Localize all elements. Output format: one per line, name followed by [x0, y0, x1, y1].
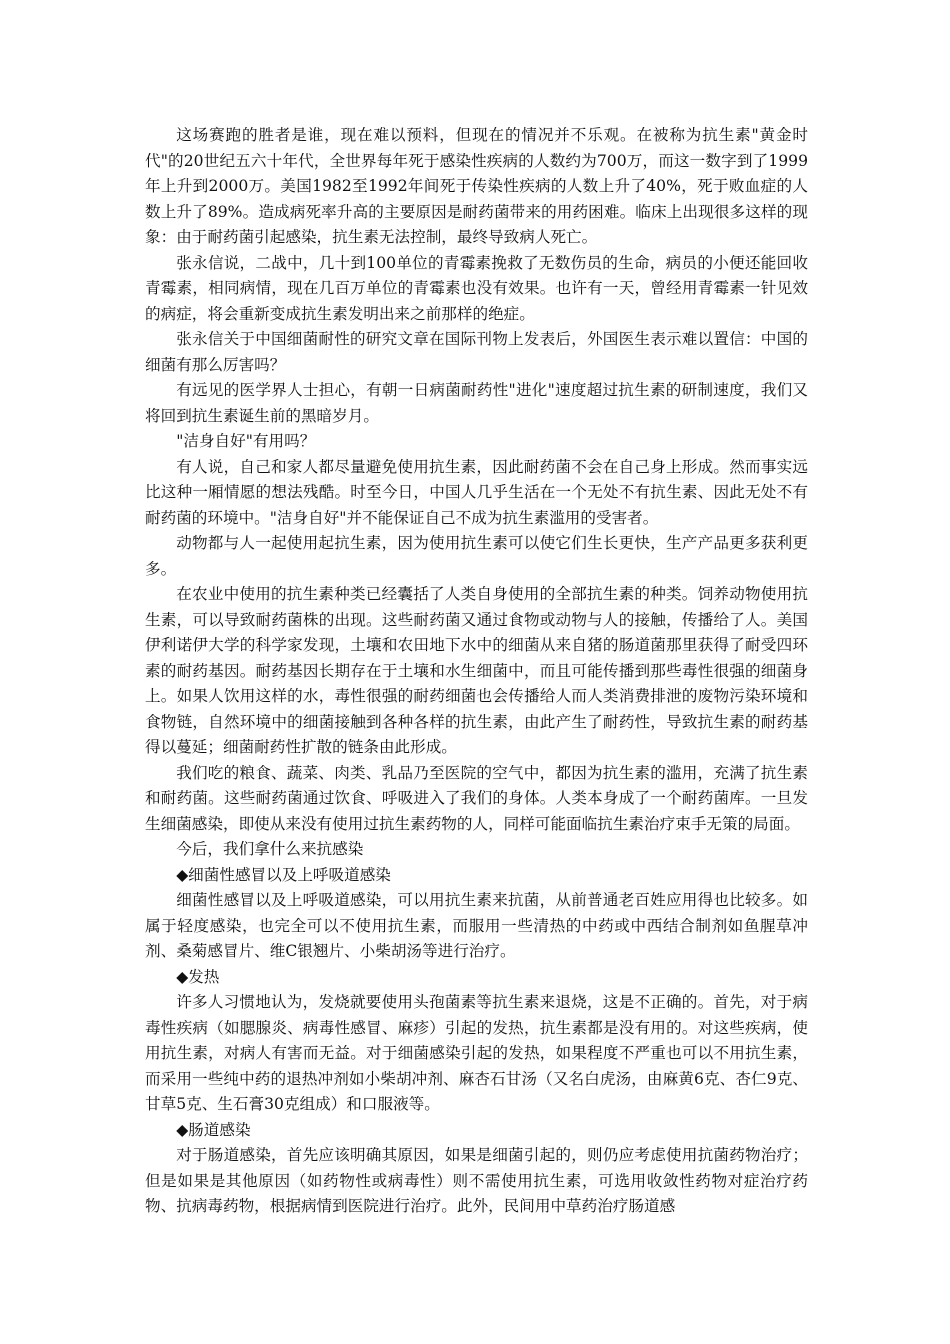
paragraph-6: 动物都与人一起使用起抗生素，因为使用抗生素可以使它们生长更快，生产产品更多获利更多。 [145, 534, 808, 578]
subheading-bacterial-cold: ◆细菌性感冒以及上呼吸道感染 [176, 865, 391, 884]
paragraph-1: 这场赛跑的胜者是谁，现在难以预料，但现在的情况并不乐观。在被称为抗生素"黄金时代"的20世纪五六十年代，全世界每年死于感染性疾病的人数约为700万，而这一数字到了1999年上升到2000万。美国1982至1992年间死于传染性疾病的人数上升了40%，死于败血症的人数上升了89%。造成病死率升高的主要原因是耐药菌带来的用药困难。临床上出现很多这样的现象：由于耐药菌引起感染，抗生素无法控制，最终导致病人死亡。 [145, 126, 808, 246]
subheading-fever: ◆发热 [176, 967, 220, 986]
paragraph-5: 有人说，自己和家人都尽量避免使用抗生素，因此耐药菌不会在自己身上形成。然而事实远比这种一厢情愿的想法残酷。时至今日，中国人几乎生活在一个无处不有抗生素、因此无处不有耐药菌的环境中。"洁身自好"并不能保证自己不成为抗生素滥用的受害者。 [145, 457, 808, 527]
paragraph-4: 有远见的医学界人士担心，有朝一日病菌耐药性"进化"速度超过抗生素的研制速度，我们又将回到抗生素诞生前的黑暗岁月。 [145, 381, 808, 425]
subheading-intestinal-infection: ◆肠道感染 [176, 1120, 251, 1139]
paragraph-8: 我们吃的粮食、蔬菜、肉类、乳品乃至医院的空气中，都因为抗生素的滥用，充满了抗生素和耐药菌。这些耐药菌通过饮食、呼吸进入了我们的身体。人类本身成了一个耐药菌库。一旦发生细菌感染，即使从来没有使用过抗生素药物的人，同样可能面临抗生素治疗束手无策的局面。 [145, 763, 808, 833]
paragraph-9: 细菌性感冒以及上呼吸道感染，可以用抗生素来抗菌，从前普通老百姓应用得也比较多。如属于轻度感染，也完全可以不使用抗生素，而服用一些清热的中药或中西结合制剂如鱼腥草冲剂、桑菊感冒片、维C银翘片、小柴胡汤等进行治疗。 [145, 891, 808, 960]
paragraph-7: 在农业中使用的抗生素种类已经囊括了人类自身使用的全部抗生素的种类。饲养动物使用抗生素，可以导致耐药菌株的出现。这些耐药菌又通过食物或动物与人的接触，传播给了人。美国伊利诺伊大学的科学家发现，土壤和农田地下水中的细菌从来自猪的肠道菌那里获得了耐受四环素的耐药基因。耐药基因长期存在于土壤和水生细菌中，而且可能传播到那些毒性很强的细菌身上。如果人饮用这样的水，毒性很强的耐药细菌也会传播给人而人类消费排泄的废物污染环境和食物链，自然环境中的细菌接触到各种各样的抗生素，由此产生了耐药性，导致抗生素的耐药基得以蔓延；细菌耐药性扩散的链条由此形成。 [145, 585, 808, 756]
paragraph-2: 张永信说，二战中，几十到100单位的青霉素挽救了无数伤员的生命，病员的小便还能回收青霉素，相同病情，现在几百万单位的青霉素也没有效果。也许有一天，曾经用青霉素一针见效的病症，将会重新变成抗生素发明出来之前那样的绝症。 [145, 253, 808, 323]
section-heading-clean-living: "洁身自好"有用吗？ [176, 432, 316, 450]
paragraph-11: 对于肠道感染，首先应该明确其原因，如果是细菌引起的，则仍应考虑使用抗菌药物治疗；但是如果是其他原因（如药物性或病毒性）则不需使用抗生素，可选用收敛性药物对症治疗药物、抗病毒药物，根据病情到医院进行治疗。此外，民间用中草药治疗肠道感 [145, 1146, 808, 1215]
paragraph-3: 张永信关于中国细菌耐性的研究文章在国际刊物上发表后，外国医生表示难以置信：中国的细菌有那么厉害吗？ [145, 330, 808, 374]
section-heading-future: 今后，我们拿什么来抗感染 [176, 840, 364, 858]
document-body [145, 123, 808, 1220]
paragraph-10: 许多人习惯地认为，发烧就要使用头孢菌素等抗生素来退烧，这是不正确的。首先，对于病毒性疾病（如腮腺炎、病毒性感冒、麻疹）引起的发热，抗生素都是没有用的。对这些疾病，使用抗生素，对病人有害而无益。对于细菌感染引起的发热，如果程度不严重也可以不用抗生素，而采用一些纯中药的退热冲剂如小柴胡冲剂、麻杏石甘汤（又名白虎汤，由麻黄6克、杏仁9克、甘草5克、生石膏30克组成）和口服液等。 [145, 993, 808, 1113]
